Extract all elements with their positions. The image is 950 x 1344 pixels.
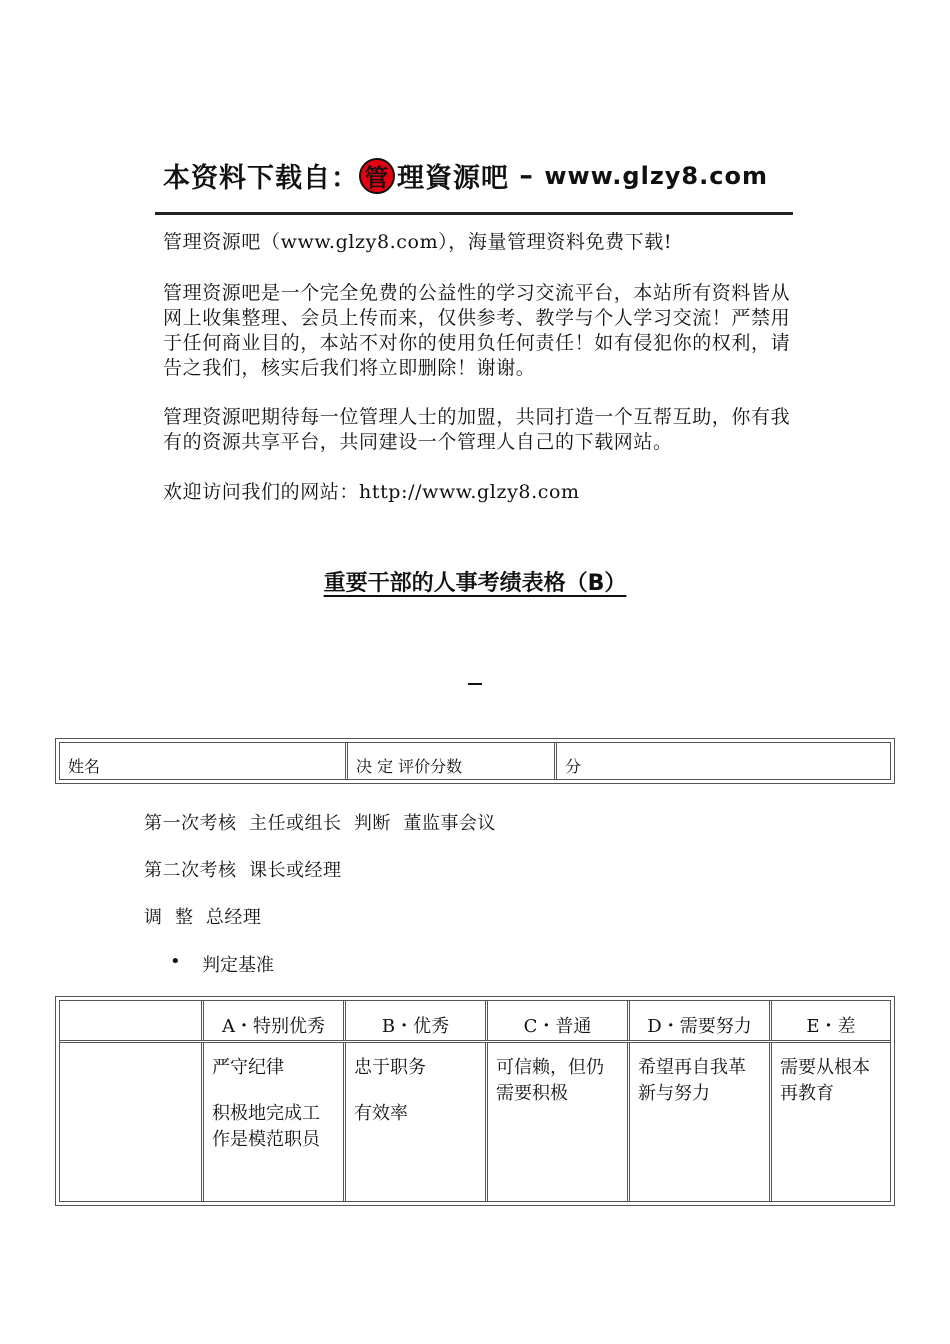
banner-para3: 管理资源吧期待每一位管理人士的加盟，共同打造一个互帮互助，你有我有的资源共享平台，共同建设一个管理人自己的下载网站。 — [163, 406, 791, 453]
cell-e — [769, 1043, 890, 1202]
banner-brand: 理資源吧 — [397, 163, 509, 194]
cell-a-line1: 严守纪律 — [212, 1057, 284, 1078]
review-line-3: 调 整 总经理 — [144, 907, 262, 928]
info-cell-name: 姓名 — [68, 757, 101, 776]
cell-a — [201, 1043, 343, 1202]
header-c: C・普通 — [485, 1001, 627, 1040]
bullet-criteria: 判定基准 — [202, 955, 274, 976]
banner-divider — [155, 212, 793, 215]
header-a: A・特别优秀 — [201, 1001, 343, 1040]
header-b: B・优秀 — [343, 1001, 485, 1040]
banner-separator: – — [509, 160, 545, 191]
body-blank — [60, 1043, 201, 1202]
info-cell-score: 决 定 评价分数 — [345, 743, 554, 779]
criteria-body-row — [60, 1043, 890, 1202]
cell-b-line2: 有效率 — [354, 1103, 408, 1124]
criteria-header-row — [60, 1001, 890, 1043]
cell-d-line1: 希望再自我革新与努力 — [638, 1057, 746, 1104]
header-e: E・差 — [769, 1001, 890, 1040]
info-cell-points: 分 — [554, 743, 890, 779]
cell-a-line2: 积极地完成工作是模范职员 — [212, 1103, 320, 1150]
page-title-text: 重要干部的人事考绩表格（B） — [323, 571, 627, 596]
cell-d — [627, 1043, 769, 1202]
logo-icon: 管 — [359, 158, 395, 194]
cell-b-line1: 忠于职务 — [354, 1057, 426, 1078]
cell-b — [343, 1043, 485, 1202]
banner-para2: 管理资源吧是一个完全免费的公益性的学习交流平台，本站所有资料皆从网上收集整理、会员上传而来，仅供参考、教学与个人学习交流！严禁用于任何商业目的，本站不对你的使用负任何责任！如有侵犯你的权利，请告之我们，核实后我们将立即删除！谢谢。 — [163, 282, 791, 379]
review-line-2: 第二次考核 课长或经理 — [144, 860, 342, 881]
banner-para4[interactable]: 欢迎访问我们的网站：http://www.glzy8.com — [163, 481, 580, 503]
review-line-1: 第一次考核 主任或组长 判断 董监事会议 — [144, 813, 496, 834]
cell-e-line1: 需要从根本再教育 — [780, 1057, 870, 1104]
bullet-icon: • — [170, 951, 181, 972]
cell-c-line1: 可信赖，但仍需要积极 — [496, 1057, 604, 1104]
banner-line1: 管理资源吧（www.glzy8.com），海量管理资料免费下载! — [163, 231, 673, 253]
banner-title-prefix: 本资料下载自： — [163, 163, 359, 194]
page-title — [0, 566, 950, 597]
banner-url[interactable]: www.glzy8.com — [544, 161, 768, 190]
criteria-table — [55, 996, 895, 1206]
banner-title — [163, 156, 768, 195]
dash-divider — [468, 683, 482, 685]
header-d: D・需要努力 — [627, 1001, 769, 1040]
header-blank — [60, 1001, 201, 1040]
info-table — [55, 738, 895, 784]
cell-c — [485, 1043, 627, 1202]
